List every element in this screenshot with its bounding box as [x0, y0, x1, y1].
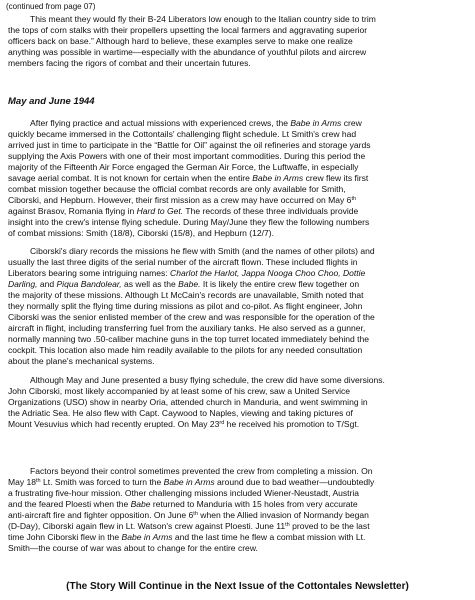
- text-line: members facing the rigors of combat and their uncertain futures.: [8, 58, 251, 68]
- text-line: Ciborski, and Hepburn. However, their first mission as a crew may have occurred on May 6th: [8, 195, 357, 205]
- text-line: of combat missions: Smith (18/8), Ciborski (15/8), and Hepburn (12/7).: [8, 228, 275, 238]
- continuation-footer: (The Story Will Continue in the Next Issue of the Cottontales Newsletter): [66, 581, 409, 592]
- text-line: majority of the Fifteenth Air Force engaged the German Air Force, the Luftwaffe, in especially: [8, 162, 359, 172]
- text-line: the majority of these missions. Although Lt McCain's records are unavailable, Smith noted that: [8, 290, 364, 300]
- text-line: Ciborski was the senior enlisted member of the crew and was responsible for the operation of the: [8, 312, 375, 322]
- text-line: officers back on base.” Although hard to believe, these examples serve to make one realize: [8, 36, 353, 46]
- text-line: normally manning two .50-caliber machine guns in the top turret located immediately behind the: [8, 334, 370, 344]
- text-line: Factors beyond their control sometimes prevented the crew from completing a mission. On: [30, 466, 373, 476]
- text-line: John Ciborski, most likely accompanied by at least some of his crew, saw a United Service: [8, 386, 351, 396]
- text-line: After flying practice and actual missions with experienced crews, the Babe in Arms crew: [30, 118, 362, 128]
- text-line: a frustrating five-hour mission. Other challenging missions included Wiener-Neustadt, Austria: [8, 488, 360, 498]
- text-line: May 18th Lt. Smith was forced to turn the Babe in Arms around due to bad weather—undoubtedly: [8, 477, 375, 487]
- paragraph-diversions: [8, 375, 470, 430]
- text-line: Mount Vesuvius which had recently erupted. On May 23rd he received his promotion to T/Sgt.: [8, 419, 360, 429]
- text-line: Darling, and Piqua Bandolear, as well as the Babe. It is likely the entire crew flew together on: [8, 279, 360, 289]
- text-line: anti-aircraft fire and fighter opposition. On June 6th when the Allied invasion of Normandy began: [8, 510, 369, 520]
- section-heading: May and June 1944: [8, 96, 95, 107]
- text-line: cockpit. This location also made him readily available to the pilots for any needed consultation: [8, 345, 363, 355]
- paragraph-intro: [8, 14, 470, 69]
- text-line: Liberators bearing some intriguing names: Charlot the Harlot, Jappa Nooga Choo Choo, Dottie: [8, 268, 366, 278]
- text-line: arrived just in time to participate in the “Battle for Oil” against the oil refineries and storage yards: [8, 140, 371, 150]
- text-line: This meant they would fly their B-24 Liberators low enough to the Italian country side to trim: [30, 14, 376, 24]
- text-line: against Brasov, Romania flying in Hard to Get. The records of these three individuals provide: [8, 206, 359, 216]
- continued-note: (continued from page 07): [6, 2, 96, 11]
- text-line: aircraft in flight, including transferring fuel from the auxiliary tanks. He also served as a gunner,: [8, 323, 366, 333]
- text-line: quickly became immersed in the Cottontails' challenging flight schedule. Lt Smith's crew had: [8, 129, 357, 139]
- text-line: and the feared Ploesti when the Babe returned to Manduria with 15 holes from very accurate: [8, 499, 358, 509]
- text-line: Ciborski's diary records the missions he flew with Smith (and the names of other pilots) and: [30, 246, 375, 256]
- text-line: the tops of corn stalks with their propellers upsetting the local farmers and aggravating superior: [8, 25, 368, 35]
- paragraph-missions: [8, 466, 470, 554]
- paragraph-diary: [8, 246, 470, 367]
- paragraph-flight-schedule: [8, 118, 470, 239]
- text-line: Although May and June presented a busy flying schedule, the crew did have some diversions.: [30, 375, 385, 385]
- text-line: usually the last three digits of the serial number of the aircraft flown. These included flights in: [8, 257, 358, 267]
- text-line: time John Ciborski flew in the Babe in Arms and the last time he flew a combat mission with Lt.: [8, 532, 366, 542]
- text-line: combat mission together because the official combat records are only available for Smith,: [8, 184, 346, 194]
- text-line: supplying the Axis Powers with one of their most important commodities. During this period the: [8, 151, 366, 161]
- text-line: Smith—the course of war was about to change for the entire crew.: [8, 543, 258, 553]
- text-line: Organizations (USO) show in nearby Oria, attended church in Manduria, and went swimming in: [8, 397, 368, 407]
- text-line: savage aerial combat. It is not known for certain when the entire Babe in Arms crew flew its first: [8, 173, 369, 183]
- text-line: the Adriatic Sea. He also flew with Capt. Caywood to Naples, viewing and taking pictures of: [8, 408, 353, 418]
- text-line: anything was possible in wartime—especially with the abundance of youthful pilots and aircrew: [8, 47, 367, 57]
- text-line: they normally split the flying time during missions as pilot and co-pilot. As flight engineer, John: [8, 301, 363, 311]
- text-line: insight into the crew's intense flying schedule. During May/June they flew the following numbers: [8, 217, 370, 227]
- text-line: about the plane's mechanical systems.: [8, 356, 155, 366]
- text-line: (D-Day), Ciborski again flew in Lt. Watson's crew against Ploesti. June 11th proved to be the last: [8, 521, 370, 531]
